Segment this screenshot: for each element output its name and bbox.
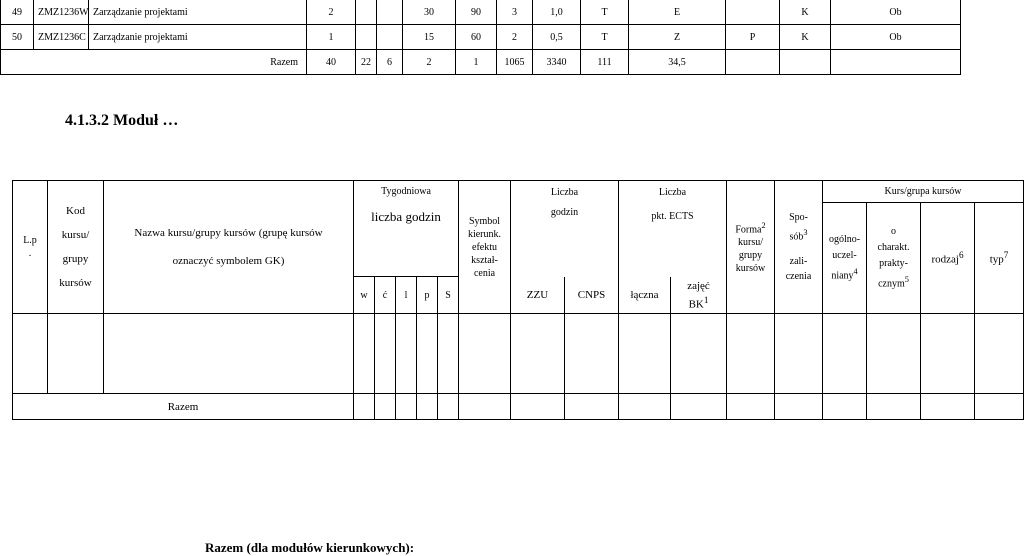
- col-l: l: [396, 277, 417, 314]
- charakt-line: prakty-: [879, 257, 908, 269]
- razem-row: [13, 394, 1024, 420]
- header-lp: [13, 181, 48, 314]
- col-zzu: ZZU: [511, 277, 565, 314]
- razem-label: Razem: [1, 50, 307, 75]
- cell: [396, 314, 417, 394]
- cell: Zarządzanie projektami: [89, 25, 307, 50]
- forma-line: [728, 219, 773, 236]
- cell: T: [581, 25, 629, 50]
- cell: [831, 50, 961, 75]
- rodzaj-label: rodzaj: [931, 253, 959, 266]
- sposob-word: sób: [789, 231, 804, 243]
- footnote-5: 5: [904, 274, 909, 284]
- kod-line: Kod: [66, 205, 85, 218]
- cell: ZMZ1236C: [34, 25, 89, 50]
- liczba-pkt-line: Liczba: [658, 187, 687, 198]
- cell: 2: [403, 50, 456, 75]
- table-row: [1, 25, 961, 50]
- header-liczba-pkt: [619, 181, 727, 277]
- zajec-line: zajęć: [687, 279, 710, 292]
- cell: [823, 394, 867, 420]
- table-row: [1, 0, 961, 25]
- cell: [377, 25, 403, 50]
- header-charakt: [867, 203, 921, 314]
- ogolno-line: [824, 264, 865, 284]
- forma-line: kursu/: [738, 237, 764, 249]
- cell: [565, 394, 619, 420]
- cell: [619, 394, 671, 420]
- cell: [354, 394, 375, 420]
- cell: [511, 394, 565, 420]
- forma-word: Forma: [735, 224, 762, 236]
- cell: [438, 314, 459, 394]
- cell: 2: [307, 0, 356, 25]
- cell: Ob: [831, 25, 961, 50]
- cell: [727, 394, 775, 420]
- cell: [975, 314, 1024, 394]
- cell: 22: [356, 50, 377, 75]
- cell: [775, 314, 823, 394]
- cell: 1: [307, 25, 356, 50]
- header-row: [13, 181, 1024, 203]
- forma-line: kursów: [735, 263, 766, 275]
- ogolno-word: niany: [831, 270, 854, 282]
- symbol-line: Symbol: [468, 215, 501, 227]
- cell: [48, 314, 104, 394]
- ogolno-line: ogólno-: [828, 233, 861, 245]
- header-kod: [48, 181, 104, 314]
- sposob-line: zali-: [789, 256, 808, 268]
- cell: [104, 314, 354, 394]
- cell: Ob: [831, 0, 961, 25]
- cell: [459, 314, 511, 394]
- cell: [13, 314, 48, 394]
- col-cnps: CNPS: [565, 277, 619, 314]
- cell: [671, 394, 727, 420]
- cell: 1: [456, 50, 497, 75]
- cell: 3: [497, 0, 533, 25]
- lp-dot: .: [28, 248, 32, 260]
- header-ogolno: [823, 203, 867, 314]
- header-rodzaj: [921, 203, 975, 314]
- cell: [356, 0, 377, 25]
- zajec-line: [672, 293, 725, 312]
- footnote-4: 4: [853, 266, 858, 276]
- cell: K: [780, 0, 831, 25]
- cell: ZMZ1236W: [34, 0, 89, 25]
- module-table: [12, 180, 1024, 420]
- cell: 50: [1, 25, 34, 50]
- lp-label: L.p: [23, 235, 37, 247]
- cell: [438, 394, 459, 420]
- charakt-line: charakt.: [877, 241, 910, 253]
- cell: [867, 394, 921, 420]
- typ-label: typ: [989, 253, 1004, 266]
- header-nazwa: [104, 181, 354, 314]
- cell: [377, 0, 403, 25]
- cell: [671, 314, 727, 394]
- col-c: ć: [375, 277, 396, 314]
- liczba-pkt-line: pkt. ECTS: [651, 211, 694, 222]
- header-sposob: [775, 181, 823, 314]
- cell: [775, 394, 823, 420]
- cell: 2: [497, 25, 533, 50]
- cell: [417, 394, 438, 420]
- cell: [396, 394, 417, 420]
- program-table-top: [0, 0, 961, 75]
- footnote-7: 7: [1003, 250, 1009, 261]
- cell: [417, 314, 438, 394]
- col-w: w: [354, 277, 375, 314]
- cell: [780, 50, 831, 75]
- charakt-line: [868, 272, 919, 292]
- cell: 60: [456, 25, 497, 50]
- cell: P: [726, 25, 780, 50]
- liczba-godzin-line: Liczba: [550, 187, 579, 198]
- cell: 6: [377, 50, 403, 75]
- cell: 1,0: [533, 0, 581, 25]
- sposob-line: czenia: [785, 271, 812, 283]
- cell: [354, 314, 375, 394]
- kod-line: kursów: [59, 277, 92, 290]
- cell: 1065: [497, 50, 533, 75]
- col-s: S: [438, 277, 459, 314]
- col-laczna: łączna: [619, 277, 671, 314]
- header-typ: [975, 203, 1024, 314]
- ogolno-line: uczel-: [832, 249, 857, 261]
- footnote-1: 1: [703, 294, 709, 305]
- cell: 0,5: [533, 25, 581, 50]
- charakt-line: o: [891, 225, 897, 237]
- footnote-3: 3: [803, 227, 808, 237]
- cell: E: [629, 0, 726, 25]
- header-symbol: [459, 181, 511, 314]
- cell: [356, 25, 377, 50]
- kod-line: grupy: [62, 253, 89, 266]
- symbol-line: kierunk.: [467, 228, 502, 240]
- header-tygodniowa: Tygodniowa: [354, 181, 459, 203]
- cell: 3340: [533, 50, 581, 75]
- cell: 15: [403, 25, 456, 50]
- col-zajec-bk: [671, 277, 727, 314]
- cell: [375, 314, 396, 394]
- razem-label: Razem: [13, 394, 354, 420]
- cell: [921, 314, 975, 394]
- table-row: [13, 314, 1024, 394]
- zajec-word: BK: [688, 298, 704, 311]
- cell: [975, 394, 1024, 420]
- header-liczba-godzin: [511, 181, 619, 277]
- forma-line: grupy: [738, 250, 763, 262]
- footnote-6: 6: [958, 250, 964, 261]
- cell: 90: [456, 0, 497, 25]
- cell: Z: [629, 25, 726, 50]
- kod-line: kursu/: [61, 229, 90, 242]
- cell: [726, 0, 780, 25]
- sposob-line: [776, 225, 821, 244]
- symbol-line: kształ-: [471, 254, 498, 266]
- col-p: p: [417, 277, 438, 314]
- cell: [921, 394, 975, 420]
- cell: [459, 394, 511, 420]
- nazwa-line: oznaczyć symbolem GK): [172, 255, 285, 268]
- header-kurs-grupa: Kurs/grupa kursów: [823, 181, 1024, 203]
- footnote-2: 2: [761, 220, 766, 230]
- cell: 34,5: [629, 50, 726, 75]
- symbol-line: efektu: [472, 241, 497, 253]
- cell: [619, 314, 671, 394]
- cell: K: [780, 25, 831, 50]
- liczba-godzin-line: godzin: [550, 207, 579, 218]
- razem-row: [1, 50, 961, 75]
- cell: [726, 50, 780, 75]
- section-heading: 4.1.3.2 Moduł …: [65, 112, 179, 129]
- cell: [867, 314, 921, 394]
- cell: 30: [403, 0, 456, 25]
- cell: [565, 314, 619, 394]
- sposob-line: Spo-: [789, 211, 808, 223]
- cell: 49: [1, 0, 34, 25]
- header-liczba-godzin-sub: liczba godzin: [354, 203, 459, 277]
- cell: [375, 394, 396, 420]
- razem-kierunkowe: Razem (dla modułów kierunkowych):: [205, 540, 415, 555]
- cell: [823, 314, 867, 394]
- header-forma: [727, 181, 775, 314]
- cell: 40: [307, 50, 356, 75]
- cell: [511, 314, 565, 394]
- cell: T: [581, 0, 629, 25]
- cell: 111: [581, 50, 629, 75]
- cell: [727, 314, 775, 394]
- charakt-word: cznym: [878, 278, 905, 290]
- cell: Zarządzanie projektami: [89, 0, 307, 25]
- nazwa-line: Nazwa kursu/grupy kursów (grupę kursów: [134, 227, 323, 240]
- symbol-line: cenia: [473, 267, 496, 279]
